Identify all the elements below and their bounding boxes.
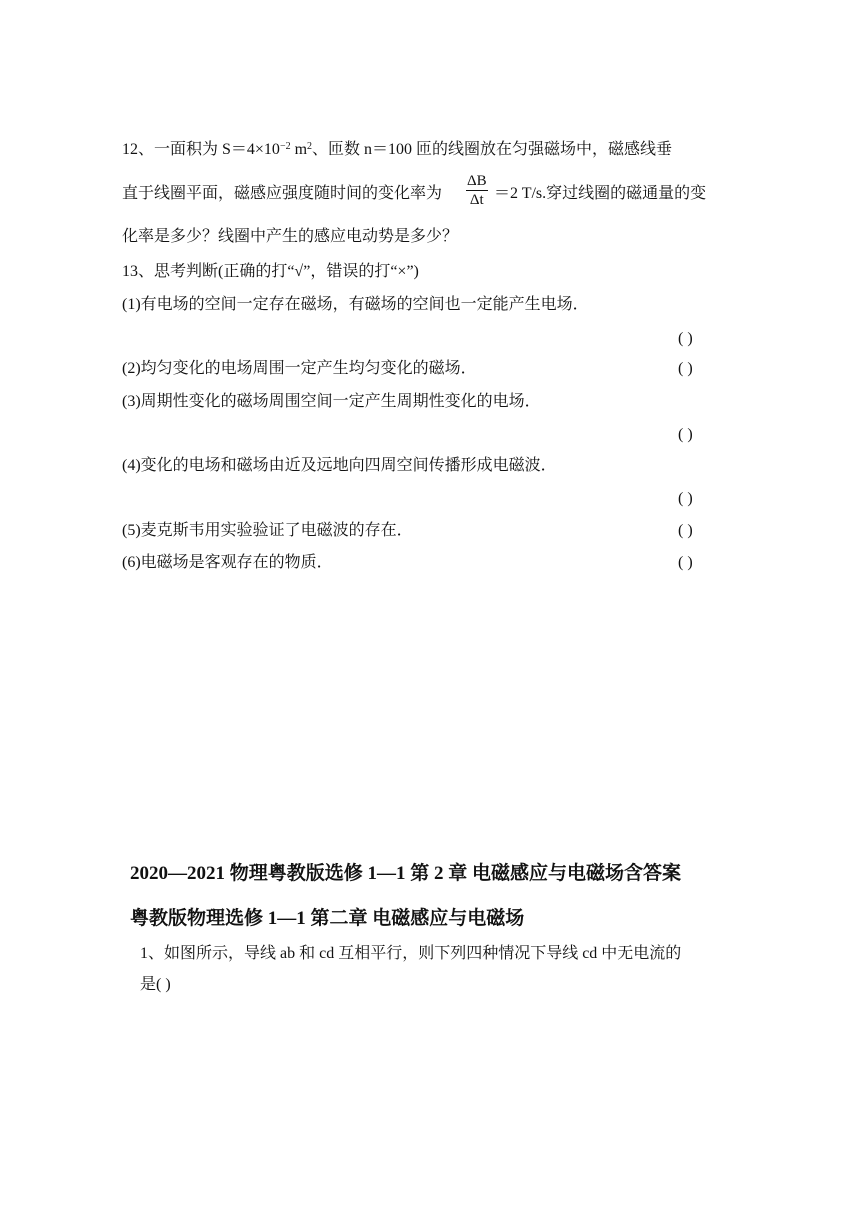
q13-item-4: (4)变化的电场和磁场由近及远地向四周空间传播形成电磁波．	[122, 457, 557, 474]
q13-item-5: (5)麦克斯韦用实验验证了电磁波的存在．	[122, 522, 413, 539]
q12-line-1	[122, 140, 672, 160]
q12-text-a: 12、一面积为 S＝4×10	[122, 141, 280, 158]
q13-title: 13、思考判断(正确的打“√”，错误的打“×”)	[122, 263, 419, 280]
q13-item-2: (2)均匀变化的电场周围一定产生均匀变化的磁场．	[122, 360, 477, 377]
q13-item-3: (3)周期性变化的磁场周围空间一定产生周期性变化的电场．	[122, 393, 541, 410]
answer-q1-line-2: 是( )	[140, 976, 171, 993]
fraction-denominator: Δt	[469, 192, 484, 208]
q12-unit-exponent: 2	[307, 141, 313, 152]
q13-answer-blank-1: ( )	[678, 330, 693, 347]
answer-section-subtitle: 粤教版物理选修 1—1 第二章 电磁感应与电磁场	[130, 908, 525, 929]
q13-item-6: (6)电磁场是客观存在的物质．	[122, 554, 333, 571]
q12-line-3: 化率是多少？线圈中产生的感应电动势是多少？	[122, 228, 459, 245]
q12-line-2a: 直于线圈平面，磁感应强度随时间的变化率为	[122, 185, 443, 202]
q12-line-2b: ＝2 T/s.穿过线圈的磁通量的变	[494, 185, 707, 202]
q13-answer-blank-2: ( )	[678, 360, 693, 377]
q13-item-1: (1)有电场的空间一定存在磁场，有磁场的空间也一定能产生电场．	[122, 296, 589, 313]
q12-fraction	[466, 172, 488, 209]
fraction-numerator: ΔB	[467, 173, 487, 189]
q12-text-c: 、匝数 n＝100 匝的线圈放在匀强磁场中，磁感线垂	[312, 141, 673, 158]
q12-text-b: m	[290, 141, 308, 158]
q13-answer-blank-3: ( )	[678, 426, 693, 443]
answer-section-title: 2020—2021 物理粤教版选修 1—1 第 2 章 电磁感应与电磁场含答案	[130, 863, 682, 884]
q13-answer-blank-4: ( )	[678, 490, 693, 507]
q13-answer-blank-6: ( )	[678, 554, 693, 571]
answer-q1-line-1: 1、如图所示，导线 ab 和 cd 互相平行，则下列四种情况下导线 cd 中无电流的	[140, 945, 682, 962]
q13-answer-blank-5: ( )	[678, 522, 693, 539]
q12-exponent: −2	[279, 141, 291, 152]
